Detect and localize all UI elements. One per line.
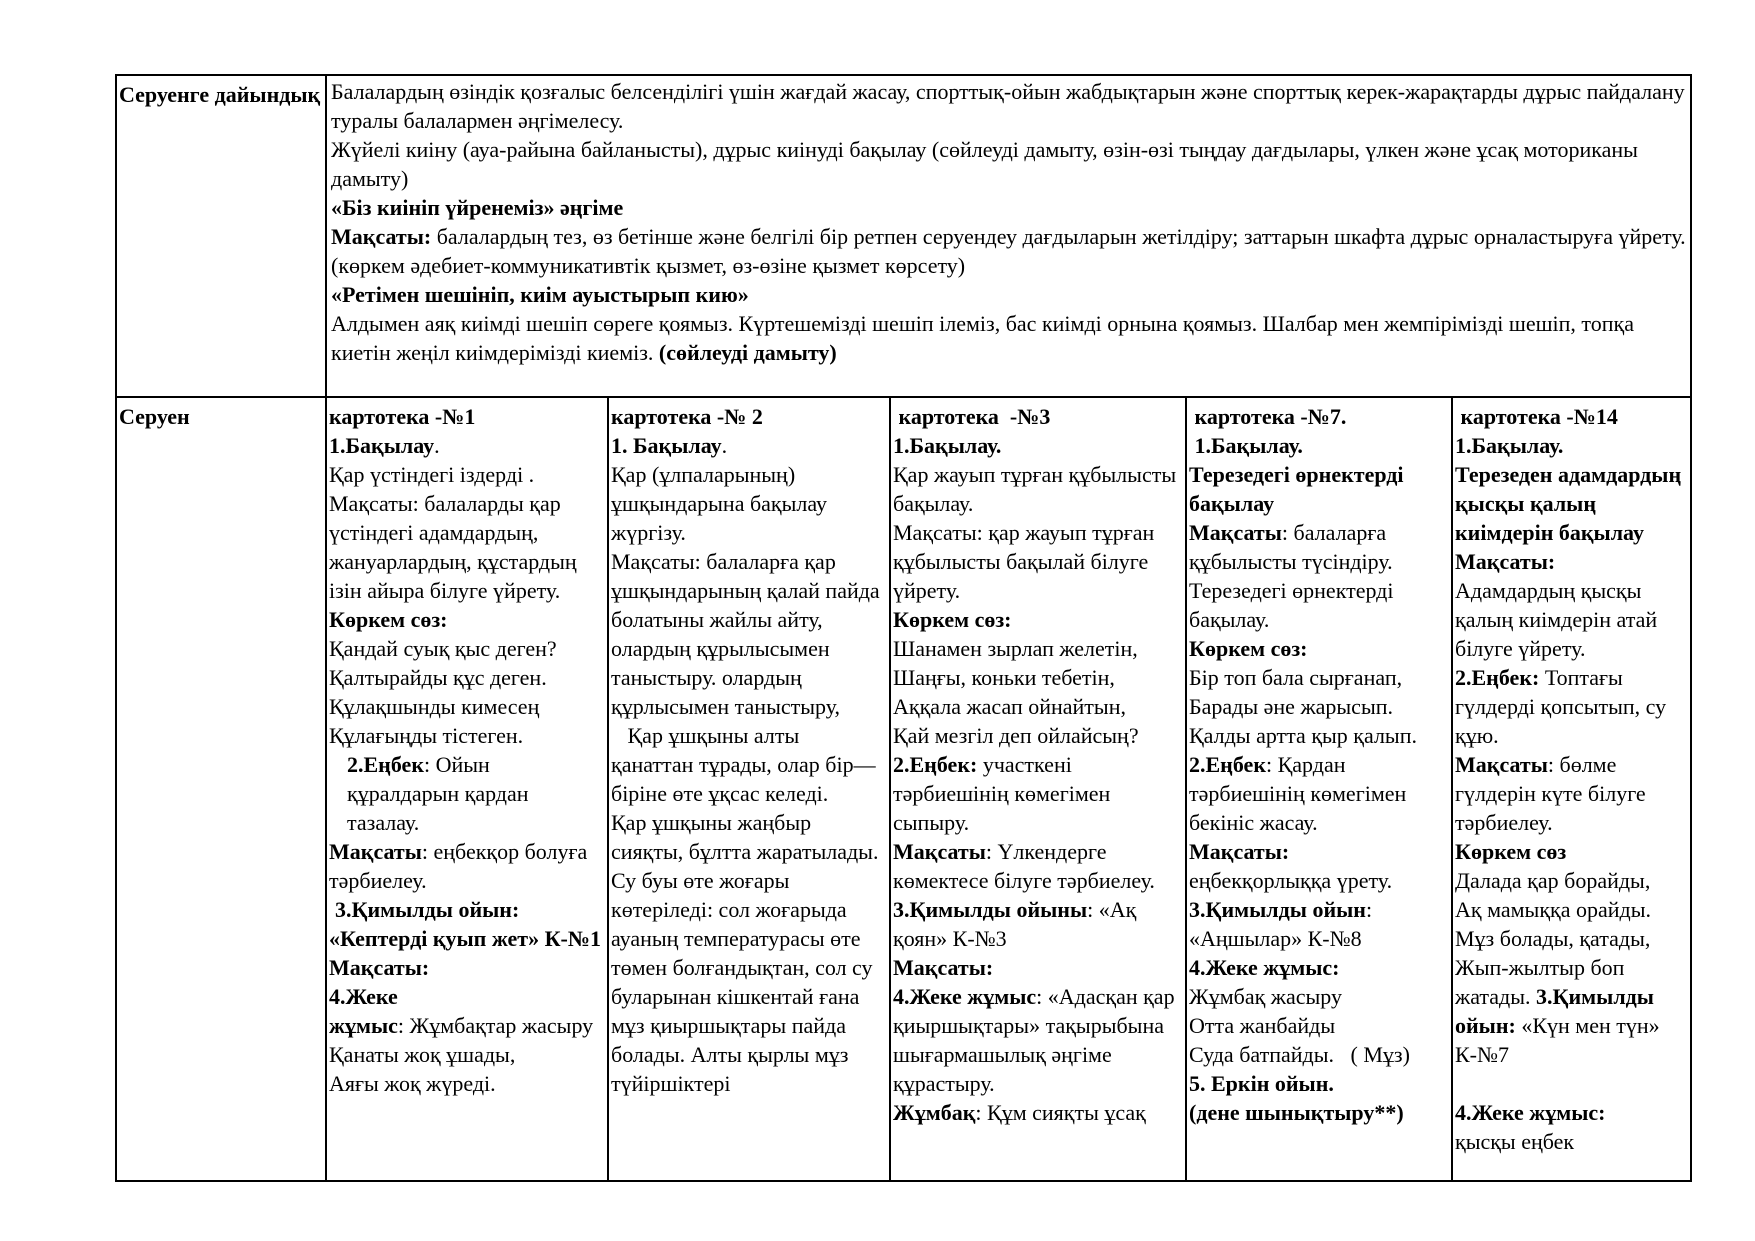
game-name: «Кептерді қуып жет» К-№1 — [329, 926, 601, 951]
goal-text: балалардың тез, өз бетінше және белгілі бір ретпен серуендеу дағдыларын жетілдіру; заттарын шкафта дұрыс орналастыруға үйрету. — [431, 224, 1686, 249]
walk-preparation-row — [117, 76, 1690, 398]
individual-label: 4.Жеке жұмыс: — [1455, 1100, 1606, 1125]
riddle-line: Аяғы жоқ жүреді. — [329, 1071, 496, 1096]
poem-game-paragraph: Жып-жылтыр боп жатады. 3.Қимылды ойын: «Күн мен түн» К-№7 — [1455, 955, 1660, 1067]
card-column-4 — [1187, 398, 1453, 1180]
walk-preparation-label: Серуенге дайындық — [117, 76, 327, 396]
work-paragraph: 2.Еңбек: Қардан тәрбиешінің көмегімен бекініс жасау. — [1189, 752, 1407, 835]
work-goal-text: еңбекқорлыққа үрету. — [1189, 868, 1393, 893]
work-goal: Мақсаты: бөлме гүлдерін күте білуге тәрбиелеу. — [1455, 752, 1646, 835]
individual-text: қысқы еңбек — [1455, 1129, 1575, 1154]
poem-line: Құлақшынды кимесең — [329, 694, 540, 719]
work-paragraph: 2.Еңбек: участкені тәрбиешінің көмегімен сыпыру. — [893, 752, 1111, 835]
observation-goal: Мақсаты: балаларды қар үстіндегі адамдардың, жануарлардың, құстардың ізін айыра білуге үйрету. — [329, 491, 577, 603]
goal-label: Мақсаты: — [331, 224, 432, 249]
observation-goal: Мақсаты: балаларға құбылысты түсіндіру. Терезедегі өрнектерді бақылау. — [1189, 520, 1394, 632]
art-word-label: Көркем сөз: — [893, 607, 1012, 632]
game-label: 3.Қимылды ойын: — [335, 897, 520, 922]
riddle-line: Отта жанбайды — [1189, 1013, 1336, 1038]
poem-line: Ақ мамыққа орайды. — [1455, 897, 1651, 922]
observation-heading: 1.Бақылау. — [1189, 433, 1303, 458]
card-title: картотека -№1 — [329, 404, 476, 429]
poem-line: Құлағыңды тістеген. — [329, 723, 524, 748]
observation-heading: 1.Бақылау. — [1455, 433, 1564, 458]
individual-paragraph: жұмыс: Жұмбақтар жасыру — [329, 1013, 594, 1038]
observation-goal: Мақсаты: балаларға қар ұшқындарының қалай пайда болатыны жайлы айту, олардың құрылысымен таныстыру. олардың құрлысымен таныстыру, — [611, 549, 880, 719]
work-goal: Мақсаты: Үлкендерге көмектесе білуге тәрбиелеу. — [893, 839, 1155, 893]
art-word-label: Көркем сөз: — [329, 607, 448, 632]
poem-line: Аққала жасап ойнайтын, — [893, 694, 1126, 719]
goal-label: Мақсаты: — [1455, 549, 1556, 574]
individual-paragraph: 4.Жеке жұмыс: «Адасқан қар қиыршықтары» тақырыбына шығармашылық әңгіме құрастыру. — [893, 984, 1175, 1096]
card-title: картотека -№7. — [1189, 404, 1347, 429]
card-title: картотека -№ 2 — [611, 404, 763, 429]
observation-topic: Қар үстіндегі іздерді . — [329, 462, 535, 487]
poem-line: Шанамен зырлап желетін, — [893, 636, 1138, 661]
art-word-label: Көркем сөз: — [1189, 636, 1308, 661]
observation-heading: 1.Бақылау. — [893, 433, 1002, 458]
activity-note: (көркем әдебиет-коммуникативтік қызмет, өз-өзіне қызмет көрсету) — [331, 253, 966, 278]
goal-paragraph — [331, 222, 1686, 251]
observation-topic: Терезеден адамдардың қысқы қалың киімдерін бақылау — [1455, 462, 1682, 545]
art-word-label: Көркем сөз — [1455, 839, 1567, 864]
observation-goal: Адамдардың қысқы қалың киімдерін атай білуге үйрету. — [1455, 578, 1658, 661]
walk-label: Серуен — [117, 398, 327, 1180]
card-column-1 — [327, 398, 609, 1180]
poem-line: Барады әне жарысып. — [1189, 694, 1394, 719]
poem-line: Қалтырайды құс деген. — [329, 665, 547, 690]
game-paragraph: 3.Қимылды ойыны: «Ақ қоян» К-№3 — [893, 897, 1137, 951]
observation-topic: Қар жауып тұрған құбылысты бақылау. — [893, 462, 1177, 516]
card-title: картотека -№14 — [1455, 404, 1618, 429]
hardening-note: (дене шынықтыру**) — [1189, 1100, 1404, 1125]
walk-row — [117, 398, 1690, 1180]
card-title: картотека -№3 — [893, 404, 1051, 429]
sub-text: Алдымен аяқ киімді шешіп сөреге қоямыз. Күртешемізді шешіп ілеміз, бас киімді орнына қоямыз. Шалбар мен жемпірімізді шешіп, топқа киетін жеңіл киімдерімізді киеміз. — [331, 311, 1634, 365]
intro-line2: Жүйелі киіну (ауа-райына байланысты), дұрыс киінуді бақылау (сөйлеуді дамыту, өзін-өзі тыңдау дағдылары, үлкен және ұсақ моториканы дамыту) — [331, 137, 1638, 191]
riddle-paragraph: Жұмбақ: Құм сияқты ұсақ — [893, 1100, 1146, 1125]
game-goal-label: Мақсаты: — [893, 955, 994, 980]
observation-topic: Терезедегі өрнектерді бақылау — [1189, 462, 1404, 516]
work-goal: Мақсаты: еңбекқор болуға тәрбиелеу. — [329, 839, 588, 893]
talk-title: «Біз киініп үйренеміз» әңгіме — [331, 195, 624, 220]
card-column-2 — [609, 398, 891, 1180]
riddle-line: Жұмбақ жасыру — [1189, 984, 1343, 1009]
work-goal-label: Мақсаты: — [1189, 839, 1290, 864]
riddle-line: Суда батпайды. ( Мұз) — [1189, 1042, 1410, 1067]
poem-line: Қай мезгіл деп ойлайсың? — [893, 723, 1139, 748]
card-column-5 — [1453, 398, 1690, 1180]
plan-table — [115, 74, 1692, 1182]
snowflake-text-2: Қар ұшқыны жаңбыр сияқты, бұлтта жаратылады. Су буы өте жоғары көтеріледі: сол жоғарыда ауаның температурасы өте төмен болғандықтан, сол су буларынан кішкентай ғана мұз қиыршықтары пайда болады. Алты қырлы мұз түйіршіктері — [611, 810, 879, 1096]
game-goal-label: Мақсаты: — [329, 955, 430, 980]
game-paragraph: 3.Қимылды ойын: «Аңшылар» К-№8 — [1189, 897, 1373, 951]
observation-goal: Мақсаты: қар жауып тұрған құбылысты бақылай білуге үйрету. — [893, 520, 1155, 603]
work-paragraph: 2.Еңбек: Ойын құралдарын қардан тазалау. — [347, 752, 529, 835]
poem-line: Қандай суық қыс деген? — [329, 636, 557, 661]
intro-line1: Балалардың өзіндік қозғалыс белсенділігі үшін жағдай жасау, спорттық-ойын жабдықтарын және спорттық керек-жарақтарды дұрыс пайдалану туралы балалармен әңгімелесу. — [331, 79, 1685, 133]
walk-preparation-content — [327, 76, 1690, 396]
card-column-3 — [891, 398, 1187, 1180]
snowflake-text-1: Қар ұшқыны алты қанаттан тұрады, олар бір—біріне өте ұқсас келеді. — [611, 723, 876, 806]
poem-line: Бір топ бала сырғанап, — [1189, 665, 1403, 690]
observation-heading: 1.Бақылау. — [329, 433, 440, 458]
riddle-line: Қанаты жоқ ұшады, — [329, 1042, 516, 1067]
sub-paragraph — [331, 309, 1686, 367]
poem-line: Мұз болады, қатады, — [1455, 926, 1651, 951]
observation-heading: 1. Бақылау. — [611, 433, 728, 458]
observation-topic: Қар (ұлпаларының) ұшқындарына бақылау жүргізу. — [611, 462, 828, 545]
spacer — [1455, 1069, 1687, 1098]
work-paragraph: 2.Еңбек: Топтағы гүлдерді қопсытып, су құю. — [1455, 665, 1667, 748]
sub-title: «Ретімен шешініп, киім ауыстырып кию» — [331, 282, 749, 307]
free-play: 5. Еркін ойын. — [1189, 1071, 1334, 1096]
poem-line: Далада қар борайды, — [1455, 868, 1651, 893]
individual-label: 4.Жеке жұмыс: — [1189, 955, 1340, 980]
poem-line: Шаңғы, коньки тебетін, — [893, 665, 1115, 690]
individual-label-1: 4.Жеке — [329, 984, 398, 1009]
sub-note: (сөйлеуді дамыту) — [658, 340, 837, 365]
poem-line: Қалды артта қыр қалып. — [1189, 723, 1417, 748]
